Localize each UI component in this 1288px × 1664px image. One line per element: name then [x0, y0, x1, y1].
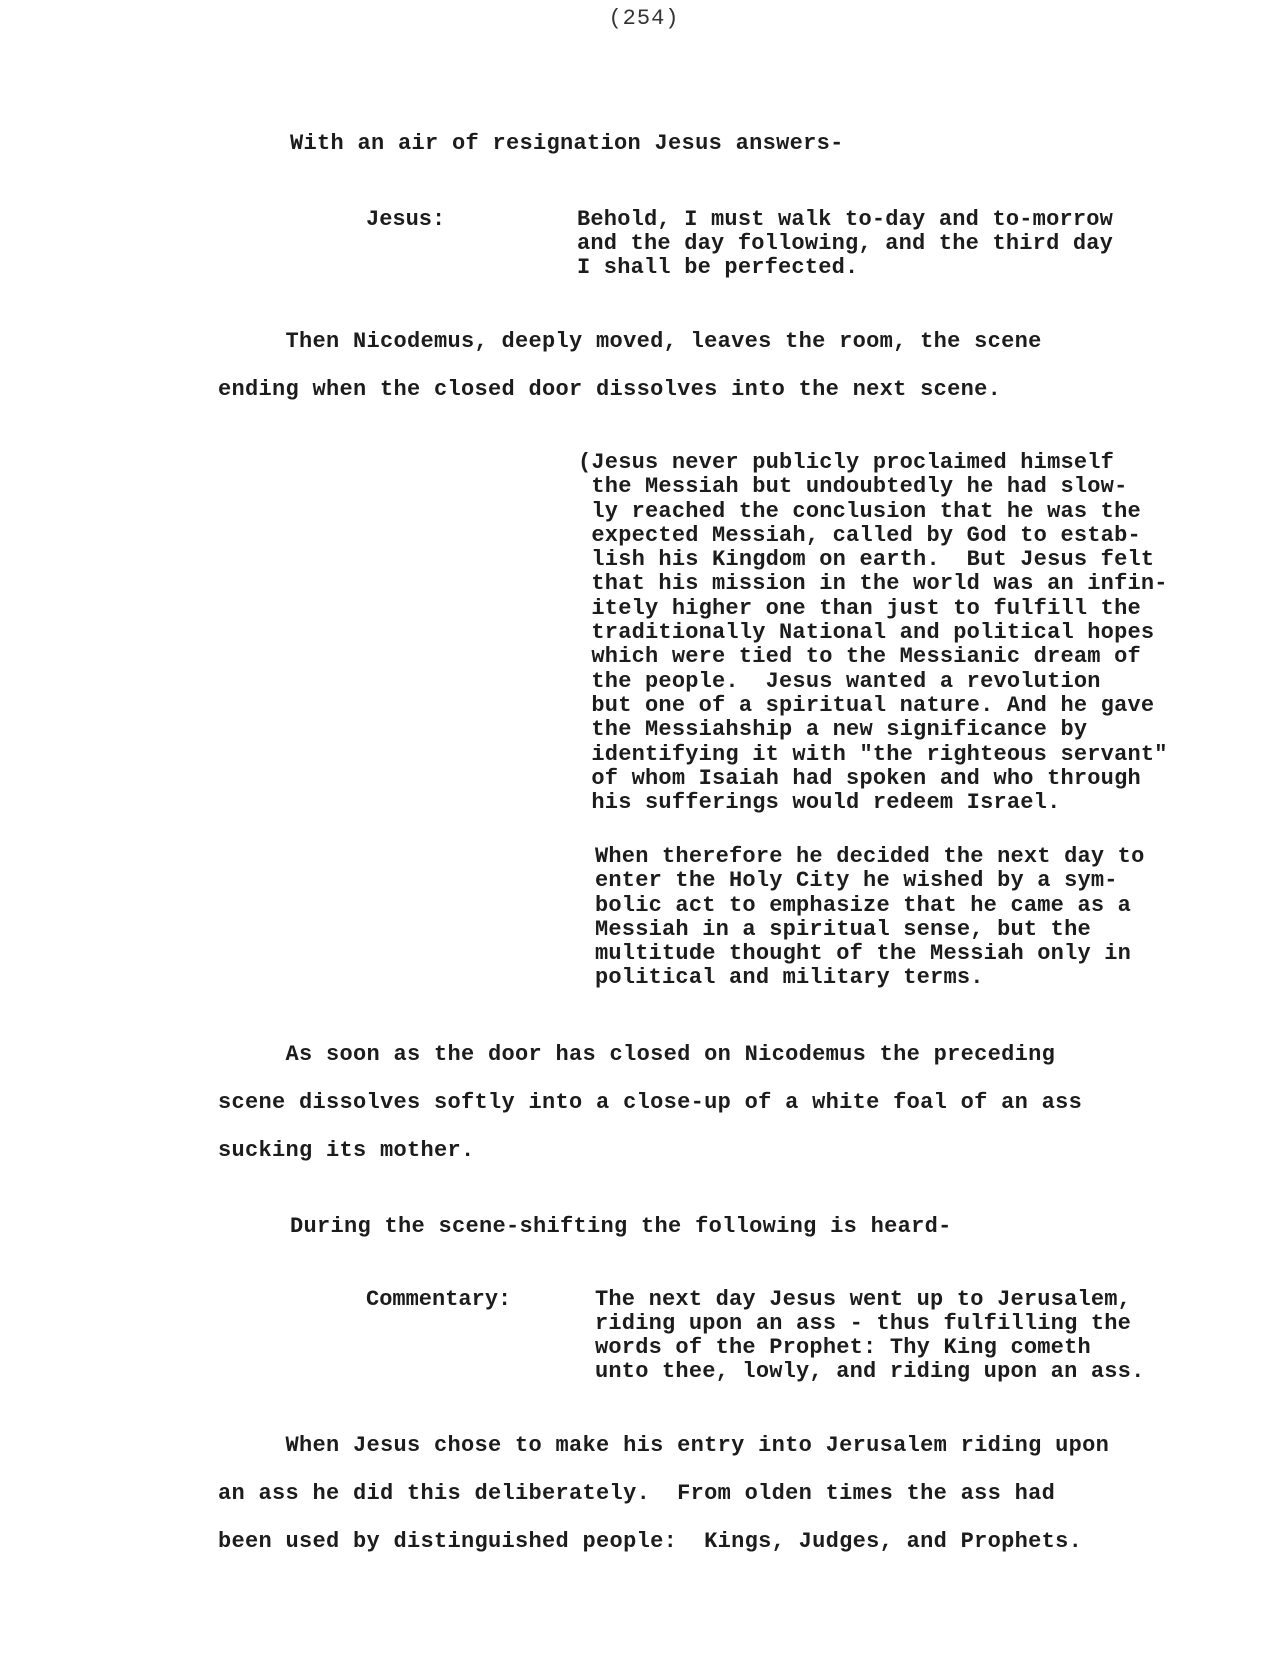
speaker-label-commentary: Commentary: [366, 1287, 512, 1312]
narrative-paragraph-nicodemus-leaves: Then Nicodemus, deeply moved, leaves the room, the scene ending when the closed door dissolves into the next scene. [218, 329, 1042, 402]
historical-note-messiah: (Jesus never publicly proclaimed himself the Messiah but undoubtedly he had slow- ly reached the conclusion that he was the expected Messiah, called by God to estab- lish his Kingdom on earth. But Jesus felt that his mission in the world was an infin- itely higher one than just to fulfill the traditionally National and political hopes which were tied to the Messianic dream of the people. Jesus wanted a revolution but one of a spiritual nature. And he gave the Messiahship a new significance by identifying it with "the righteous servant" of whom Isaiah had spoken and who through his sufferings would redeem Israel. [578, 450, 1168, 816]
jesus-speech: Behold, I must walk to-day and to-morrow and the day following, and the third day I shall be perfected. [577, 207, 1114, 280]
historical-note-holy-city: When therefore he decided the next day to enter the Holy City he wished by a sym- bolic act to emphasize that he came as a Messiah in a spiritual sense, but the multitude thought of the Messiah only in political and military terms. [595, 844, 1145, 991]
page-number: (254) [608, 6, 680, 31]
commentary-speech: The next day Jesus went up to Jerusalem, riding upon an ass - thus fulfilling the words of the Prophet: Thy King cometh unto thee, lowly, and riding upon an ass. [595, 1287, 1145, 1384]
narrative-paragraph-entry-jerusalem: When Jesus chose to make his entry into Jerusalem riding upon an ass he did this deliberately. From olden times the ass had been used by distinguished people: Kings, Judges, and Prophets. [218, 1433, 1110, 1554]
narrative-scene-shifting: During the scene-shifting the following is heard- [290, 1214, 952, 1239]
speaker-label-jesus: Jesus: [366, 207, 446, 232]
intro-line: With an air of resignation Jesus answers- [290, 131, 844, 156]
narrative-paragraph-foal: As soon as the door has closed on Nicodemus the preceding scene dissolves softly into a close-up of a white foal of an ass sucking its mother. [218, 1042, 1083, 1163]
